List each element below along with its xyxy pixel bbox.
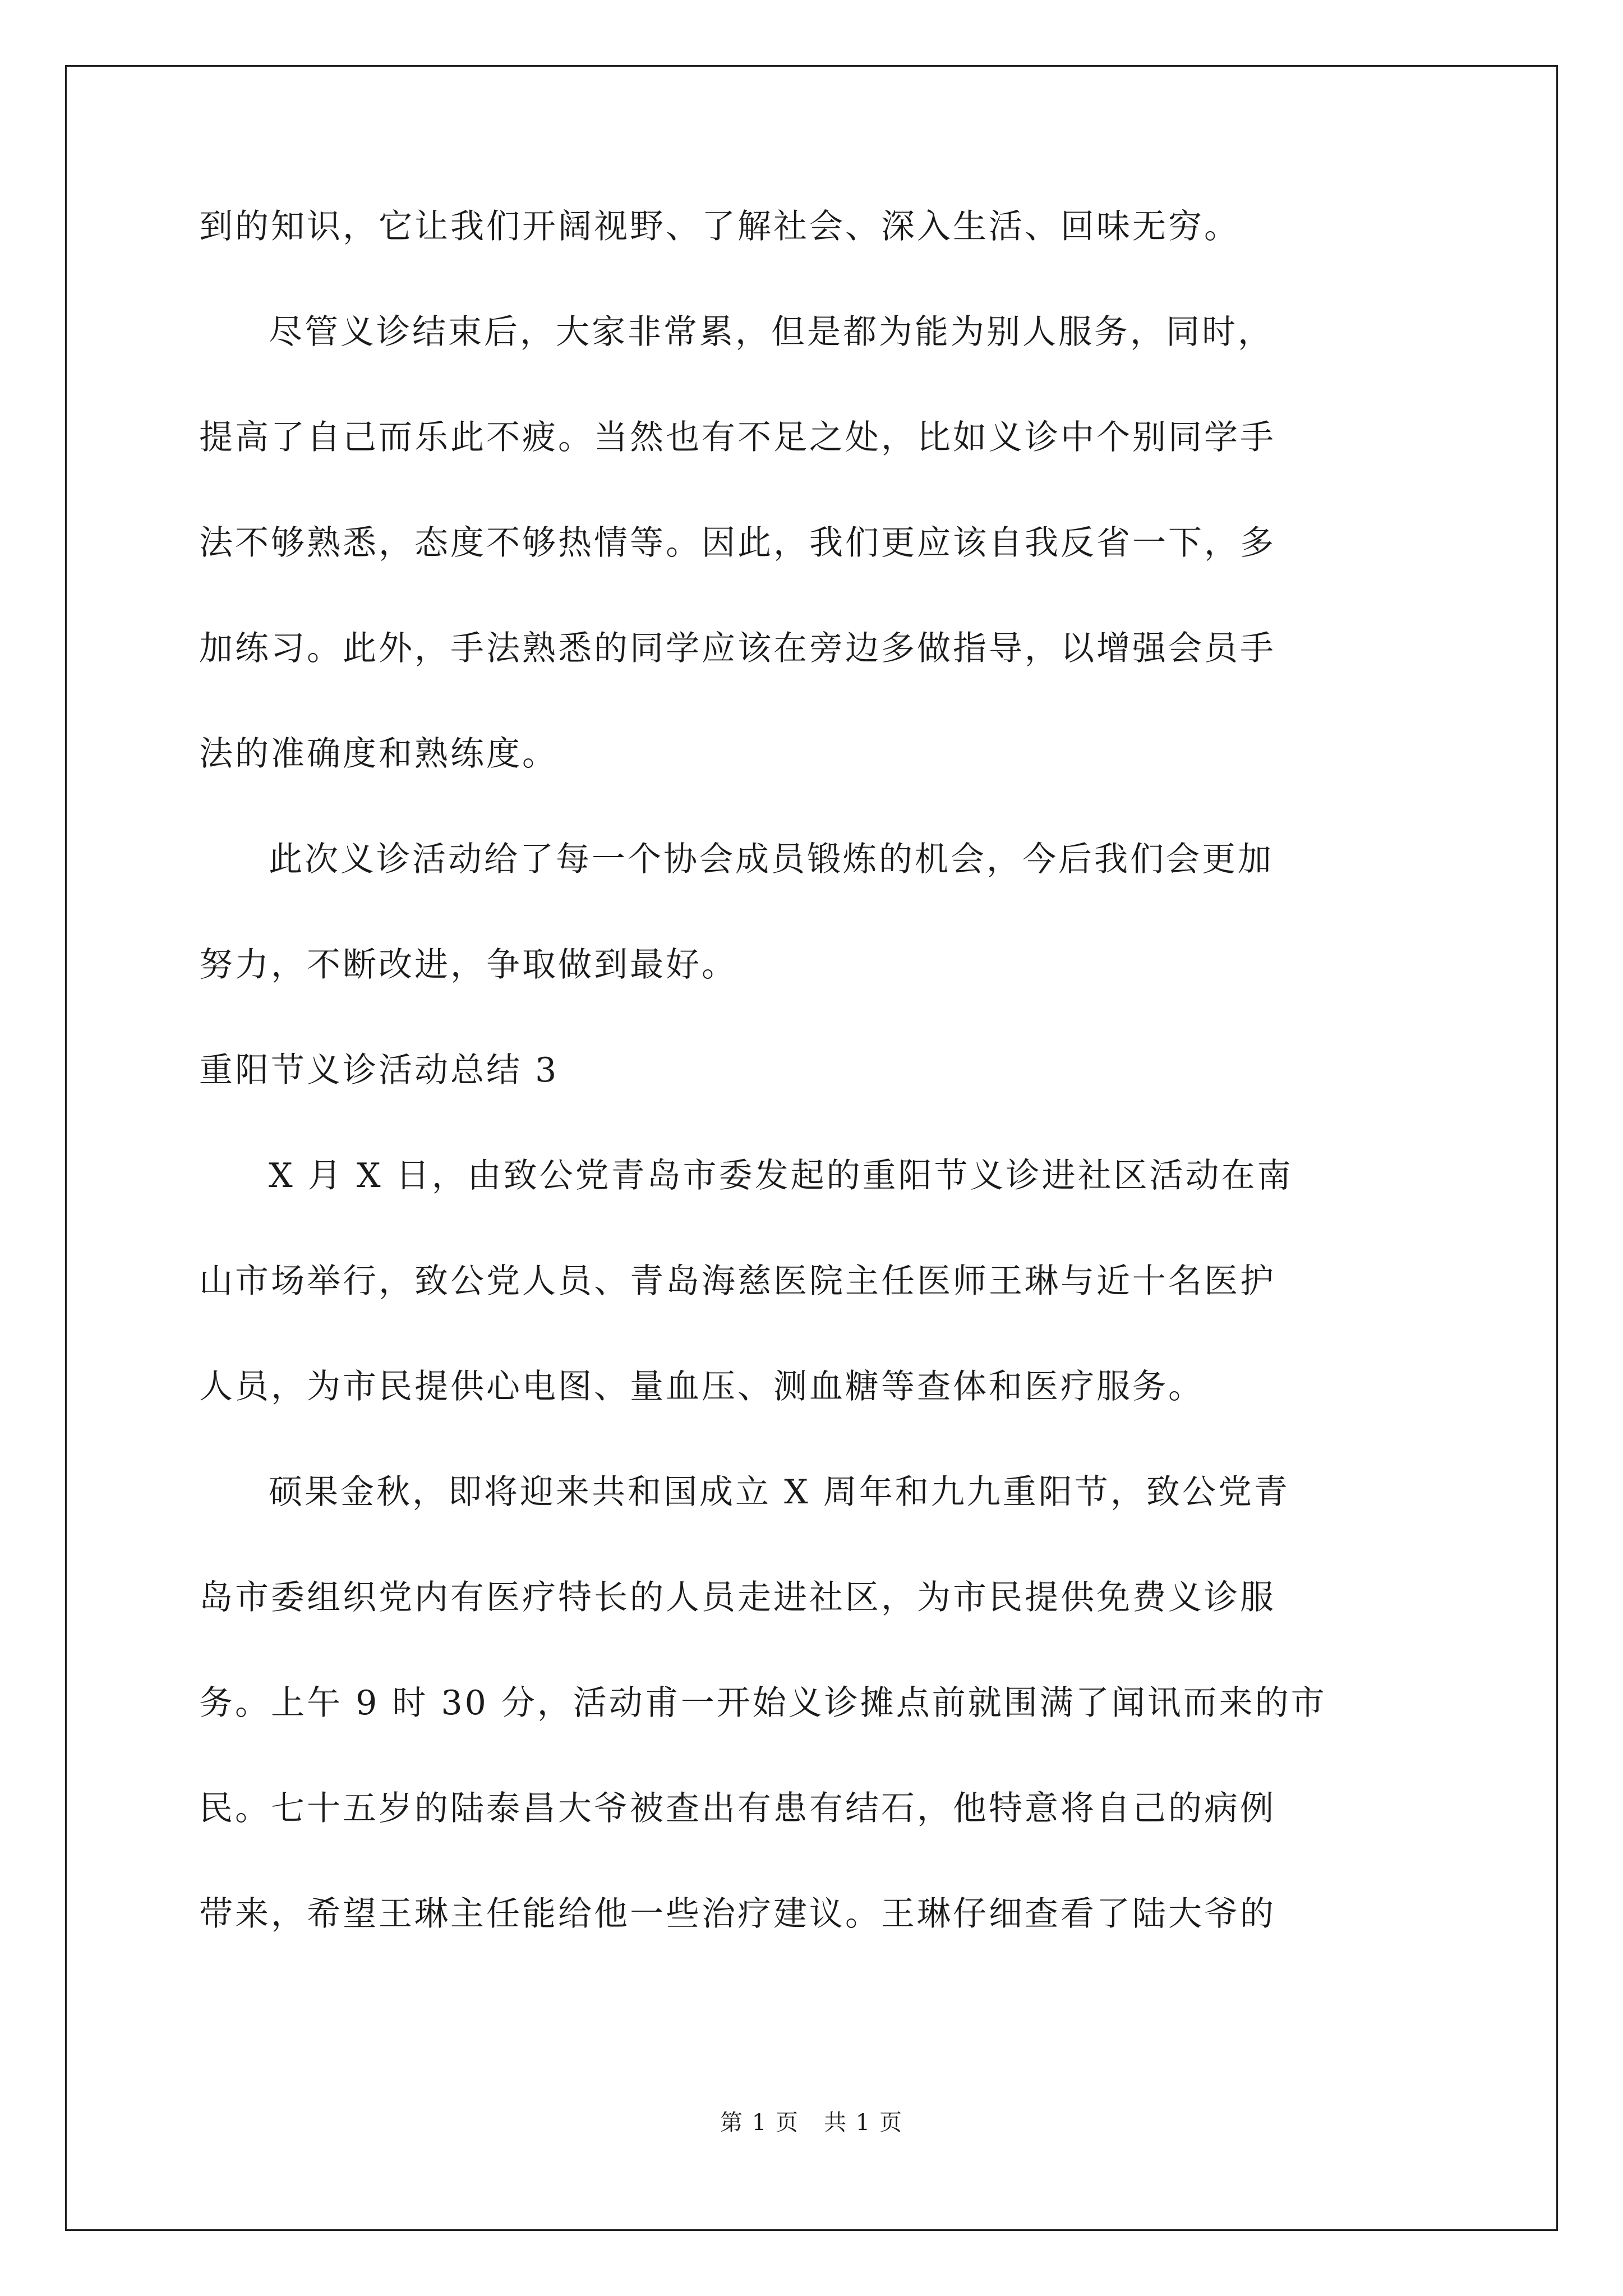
document-body xyxy=(199,202,1433,1939)
paragraph-start-line: 此次义诊活动给了每一个协会成员锻炼的机会，今后我们会更加 xyxy=(269,840,1274,879)
text-line: 法的准确度和熟练度。 xyxy=(199,734,558,774)
text-line: 山市场举行，致公党人员、青岛海慈医院主任医师王琳与近十名医护 xyxy=(199,1262,1276,1301)
paragraph-start-line: 尽管义诊结束后，大家非常累，但是都为能为别人服务，同时， xyxy=(269,312,1274,352)
paragraph-start-line: 硕果金秋，即将迎来共和国成立 X 周年和九九重阳节，致公党青 xyxy=(269,1473,1290,1512)
text-line: 民。七十五岁的陆泰昌大爷被查出有患有结石，他特意将自己的病例 xyxy=(199,1789,1276,1828)
text-line: 努力，不断改进，争取做到最好。 xyxy=(199,945,737,984)
paragraph-start-line: X 月 X 日，由致公党青岛市委发起的重阳节义诊进社区活动在南 xyxy=(269,1156,1293,1195)
text-line: 带来，希望王琳主任能给他一些治疗建议。王琳仔细查看了陆大爷的 xyxy=(199,1894,1276,1934)
text-line: 提高了自己而乐此不疲。当然也有不足之处，比如义诊中个别同学手 xyxy=(199,418,1276,457)
section-heading: 重阳节义诊活动总结 3 xyxy=(199,1051,559,1090)
text-line: 务。上午 9 时 30 分，活动甫一开始义诊摊点前就围满了闻讯而来的市 xyxy=(199,1683,1327,1723)
text-line: 人员，为市民提供心电图、量血压、测血糖等查体和医疗服务。 xyxy=(199,1367,1204,1406)
text-line: 岛市委组织党内有医疗特长的人员走进社区，为市民提供免费义诊服 xyxy=(199,1578,1276,1617)
text-line: 法不够熟悉，态度不够热情等。因此，我们更应该自我反省一下，多 xyxy=(199,523,1276,563)
text-line: 加练习。此外，手法熟悉的同学应该在旁边多做指导，以增强会员手 xyxy=(199,629,1276,668)
text-line: 到的知识，它让我们开阔视野、了解社会、深入生活、回味无穷。 xyxy=(199,207,1240,246)
page-footer: 第 1 页 共 1 页 xyxy=(720,2110,903,2136)
